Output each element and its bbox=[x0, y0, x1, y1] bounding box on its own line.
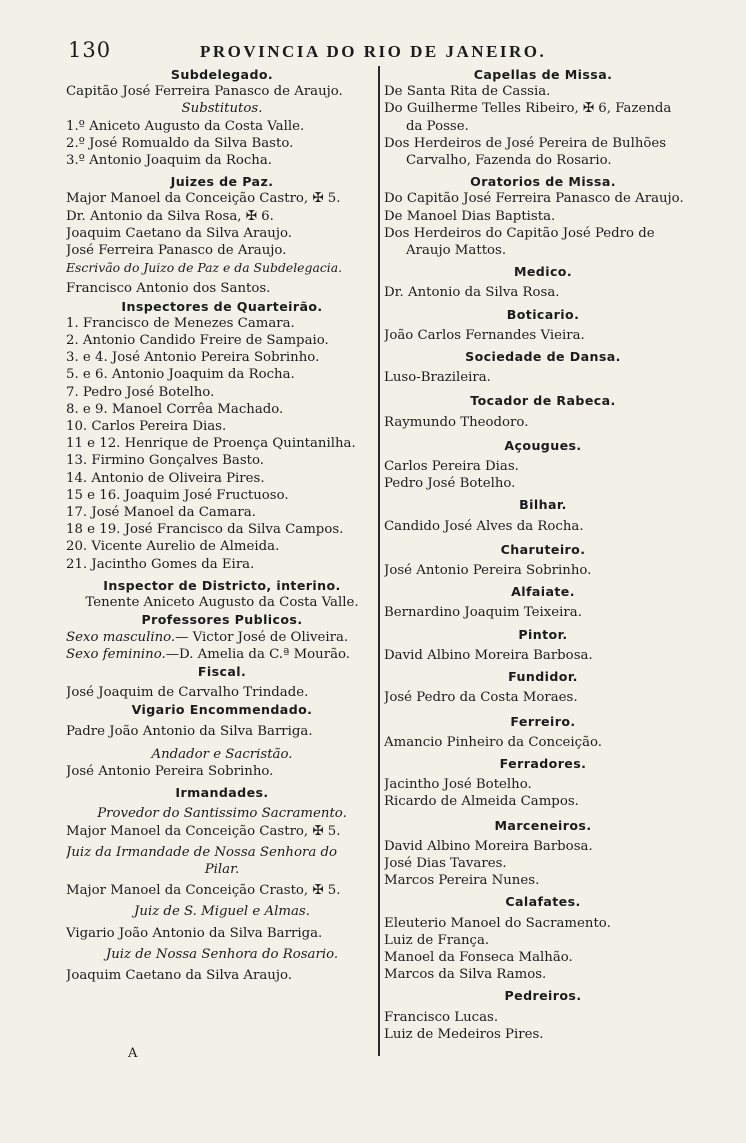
entry-inspector: 7. Pedro José Botelho. bbox=[66, 384, 215, 400]
heading-ferradores: Ferradores. bbox=[499, 755, 587, 771]
left-column bbox=[66, 66, 378, 984]
heading-alfaiate: Alfaiate. bbox=[511, 584, 575, 600]
entry-oratorio: Dos Herdeiros do Capitão José Pedro de bbox=[384, 225, 655, 241]
entry-inspector: 10. Carlos Pereira Dias. bbox=[66, 419, 227, 435]
entry-inspector: 14. Antonio de Oliveira Pires. bbox=[66, 470, 265, 486]
label-sexo-feminino: Sexo feminino. bbox=[66, 646, 166, 662]
entry-marceneiro: Marcos Pereira Nunes. bbox=[384, 873, 540, 889]
entry-acougue: Carlos Pereira Dias. bbox=[384, 459, 519, 475]
entry-capella-cont: da Posse. bbox=[406, 118, 469, 134]
entry-sociedade: Luso-Brazileira. bbox=[384, 370, 491, 386]
entry-subdelegado: Capitão José Ferreira Panasco de Araujo. bbox=[66, 84, 343, 100]
heading-andador: Andador e Sacristão. bbox=[151, 746, 293, 762]
entry-capella: Dos Herdeiros de José Pereira de Bulhões bbox=[384, 135, 667, 151]
page-header bbox=[62, 38, 702, 66]
name-professor-masculino: — Victor José de Oliveira. bbox=[175, 629, 349, 645]
entry-tocador: Raymundo Theodoro. bbox=[384, 414, 529, 430]
heading-charuteiro: Charuteiro. bbox=[500, 541, 586, 557]
entry-pedreiro: Francisco Lucas. bbox=[384, 1009, 499, 1025]
entry-inspector: 2. Antonio Candido Freire de Sampaio. bbox=[66, 333, 329, 349]
entry-substituto: 3.º Antonio Joaquim da Rocha. bbox=[66, 153, 273, 169]
heading-oratorios: Oratorios de Missa. bbox=[470, 174, 616, 190]
entry-medico: Dr. Antonio da Silva Rosa. bbox=[384, 285, 560, 301]
entry-fiscal: José Joaquim de Carvalho Trindade. bbox=[66, 685, 309, 701]
entry-ferrador: Ricardo de Almeida Campos. bbox=[384, 794, 579, 810]
entry-calafate: Manoel da Fonseca Malhão. bbox=[384, 949, 573, 965]
entry-inspector: 5. e 6. Antonio Joaquim da Rocha. bbox=[66, 367, 295, 383]
entry-vigario: Padre João Antonio da Silva Barriga. bbox=[66, 723, 313, 739]
entry-inspector-districto: Tenente Aniceto Augusto da Costa Valle. bbox=[85, 595, 359, 611]
entry-provedor: Major Manoel da Conceição Castro, ✠ 5. bbox=[66, 823, 341, 839]
entry-capella: De Santa Rita de Cassia. bbox=[384, 84, 551, 100]
entry-substituto: 2.º José Romualdo da Silva Basto. bbox=[66, 135, 294, 151]
entry-inspector: 21. Jacintho Gomes da Eira. bbox=[66, 556, 255, 572]
heading-pedreiros: Pedreiros. bbox=[504, 988, 582, 1004]
entry-inspector: 11 e 12. Henrique de Proença Quintanilha. bbox=[66, 436, 356, 452]
heading-subdelegado: Subdelegado. bbox=[170, 67, 274, 82]
heading-tocador: Tocador de Rabeca. bbox=[470, 393, 616, 409]
heading-fundidor: Fundidor. bbox=[508, 669, 578, 685]
heading-marceneiros: Marceneiros. bbox=[494, 817, 592, 833]
heading-acougues: Açougues. bbox=[504, 437, 582, 453]
heading-juizes-de-paz: Juizes de Paz. bbox=[170, 174, 274, 190]
entry-calafate: Luiz de França. bbox=[384, 932, 490, 948]
heading-irmandades: Irmandades. bbox=[175, 785, 269, 801]
heading-fiscal: Fiscal. bbox=[197, 663, 247, 679]
entry-charuteiro: José Antonio Pereira Sobrinho. bbox=[384, 563, 592, 579]
entry-juiz-rosario: Joaquim Caetano da Silva Araujo. bbox=[66, 967, 292, 983]
right-column bbox=[384, 66, 702, 1043]
entry-acougue: Pedro José Botelho. bbox=[384, 476, 516, 492]
entry-substituto: 1.º Aniceto Augusto da Costa Valle. bbox=[66, 118, 305, 134]
heading-inspectores: Inspectores de Quarteirão. bbox=[121, 298, 323, 314]
entry-juiz-miguel: Vigario João Antonio da Silva Barriga. bbox=[66, 925, 323, 941]
entry-capella: Do Guilherme Telles Ribeiro, ✠ 6, Fazenda bbox=[384, 101, 672, 117]
name-professora-feminino: —D. Amelia da C.ª Mourão. bbox=[165, 646, 351, 662]
entry-escrivao: Francisco Antonio dos Santos. bbox=[66, 281, 271, 297]
entry-capella-cont: Carvalho, Fazenda do Rosario. bbox=[406, 153, 612, 169]
entry-inspector: 13. Firmino Gonçalves Basto. bbox=[66, 453, 264, 469]
heading-boticario: Boticario. bbox=[506, 306, 580, 322]
entry-ferrador: Jacintho José Botelho. bbox=[384, 777, 532, 793]
entry-inspector: 1. Francisco de Menezes Camara. bbox=[66, 315, 295, 331]
entry-alfaiate: Bernardino Joaquim Teixeira. bbox=[384, 605, 582, 621]
heading-pintor: Pintor. bbox=[518, 626, 568, 642]
heading-provedor: Provedor do Santissimo Sacramento. bbox=[97, 806, 347, 822]
entry-inspector: 18 e 19. José Francisco da Silva Campos. bbox=[66, 522, 344, 538]
heading-capellas: Capellas de Missa. bbox=[473, 67, 613, 82]
entry-inspector: 8. e 9. Manoel Corrêa Machado. bbox=[66, 401, 284, 417]
entry-oratorio: Do Capitão José Ferreira Panasco de Araujo. bbox=[384, 191, 684, 207]
entry-andador: José Antonio Pereira Sobrinho. bbox=[66, 763, 274, 779]
entry-juiz-pilar: Major Manoel da Conceição Crasto, ✠ 5. bbox=[66, 883, 341, 899]
heading-juiz-pilar: Juiz da Irmandade de Nossa Senhora do bbox=[66, 844, 337, 860]
entry-professor-masculino bbox=[66, 629, 378, 646]
page-number: 130 bbox=[68, 38, 112, 62]
page-title: PROVINCIA DO RIO DE JANEIRO. bbox=[200, 42, 547, 61]
heading-calafates: Calafates. bbox=[505, 894, 581, 910]
entry-pintor: David Albino Moreira Barbosa. bbox=[384, 647, 593, 663]
heading-escrivao: Escrivão do Juizo de Paz e da Subdelegacia. bbox=[66, 260, 343, 276]
entry-marceneiro: David Albino Moreira Barbosa. bbox=[384, 838, 593, 854]
heading-juiz-miguel: Juiz de S. Miguel e Almas. bbox=[134, 904, 310, 920]
heading-bilhar: Bilhar. bbox=[519, 497, 567, 513]
entry-boticario: João Carlos Fernandes Vieira. bbox=[384, 327, 585, 343]
heading-ferreiro: Ferreiro. bbox=[510, 713, 576, 729]
entry-pedreiro: Luiz de Medeiros Pires. bbox=[384, 1026, 544, 1042]
footer-mark: A bbox=[128, 1046, 138, 1061]
entry-oratorio: De Manoel Dias Baptista. bbox=[384, 208, 556, 224]
heading-juiz-rosario: Juiz de Nossa Senhora do Rosario. bbox=[105, 946, 339, 962]
entry-calafate: Eleuterio Manoel do Sacramento. bbox=[384, 915, 611, 931]
heading-juiz-pilar-cont: Pilar. bbox=[204, 861, 240, 877]
entry-oratorio-cont: Araujo Mattos. bbox=[406, 243, 507, 259]
heading-sociedade: Sociedade de Dansa. bbox=[465, 349, 621, 365]
heading-substitutos: Substitutos. bbox=[181, 101, 263, 117]
entry-juiz: José Ferreira Panasco de Araujo. bbox=[66, 243, 287, 259]
entry-marceneiro: José Dias Tavares. bbox=[384, 855, 507, 871]
heading-vigario: Vigario Encommendado. bbox=[131, 702, 313, 718]
entry-juiz: Dr. Antonio da Silva Rosa, ✠ 6. bbox=[66, 208, 274, 224]
entry-inspector: 17. José Manoel da Camara. bbox=[66, 505, 256, 521]
entry-professor-feminino bbox=[66, 646, 378, 663]
label-sexo-masculino: Sexo masculino. bbox=[66, 629, 176, 645]
entry-juiz: Major Manoel da Conceição Castro, ✠ 5. bbox=[66, 191, 341, 207]
entry-bilhar: Candido José Alves da Rocha. bbox=[384, 518, 584, 534]
entry-inspector: 3. e 4. José Antonio Pereira Sobrinho. bbox=[66, 350, 320, 366]
entry-juiz: Joaquim Caetano da Silva Araujo. bbox=[66, 225, 292, 241]
heading-medico: Medico. bbox=[513, 264, 573, 280]
heading-inspector-districto: Inspector de Districto, interino. bbox=[103, 577, 341, 593]
entry-calafate: Marcos da Silva Ramos. bbox=[384, 967, 547, 983]
entry-inspector: 15 e 16. Joaquim José Fructuoso. bbox=[66, 487, 289, 503]
column-divider bbox=[378, 66, 380, 1056]
entry-fundidor: José Pedro da Costa Moraes. bbox=[384, 690, 578, 706]
entry-inspector: 20. Vicente Aurelio de Almeida. bbox=[66, 539, 280, 555]
entry-ferreiro: Amancio Pinheiro da Conceição. bbox=[384, 734, 603, 750]
heading-professores: Professores Publicos. bbox=[141, 612, 303, 628]
